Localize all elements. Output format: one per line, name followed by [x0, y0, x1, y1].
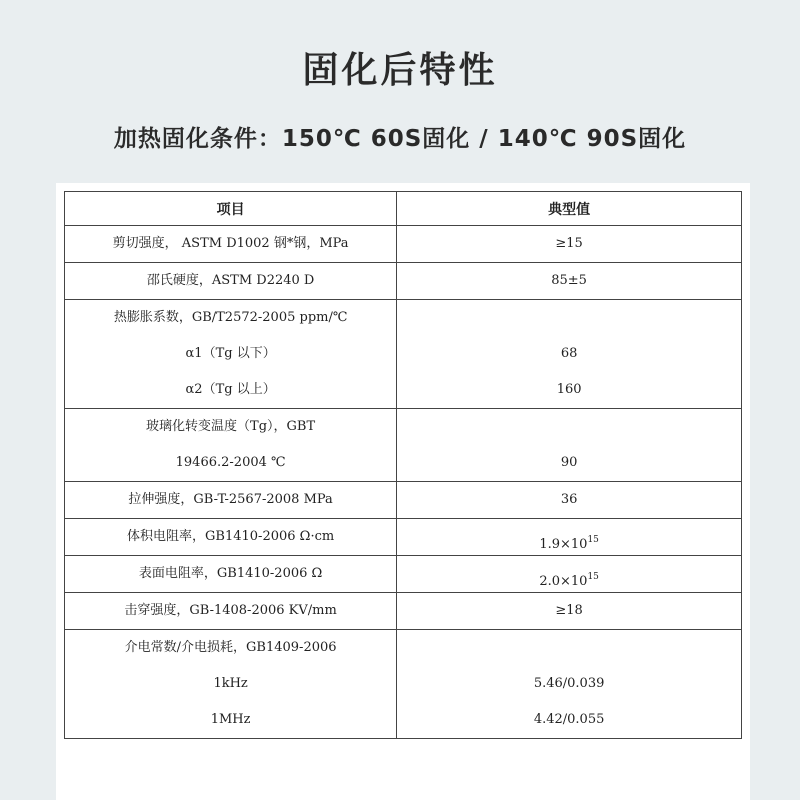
value-exponent: 15	[587, 535, 599, 545]
item-line: α2（Tg 以上）	[185, 382, 276, 397]
page-title: 固化后特性	[302, 50, 498, 91]
value-cell	[397, 482, 742, 519]
value-cell	[397, 409, 742, 482]
value-exponent: 15	[587, 572, 599, 582]
value-line	[397, 519, 741, 555]
item-line: 击穿强度，GB-1408-2006 KV/mm	[124, 603, 337, 618]
item-line: 拉伸强度，GB-T-2567-2008 MPa	[128, 492, 333, 507]
item-line: 1kHz	[213, 676, 248, 691]
item-line: 1MHz	[210, 712, 251, 727]
item-line: 热膨胀系数，GB/T2572-2005 ppm/℃	[113, 310, 348, 325]
value-cell	[397, 630, 742, 739]
spec-sheet	[56, 183, 750, 800]
value-line	[397, 630, 741, 666]
value-cell	[397, 226, 742, 263]
value-line	[397, 300, 741, 336]
value-line: 4.42/0.055	[533, 712, 605, 727]
value-line: 160	[556, 382, 582, 397]
value-cell	[397, 263, 742, 300]
curing-conditions: 加热固化条件：150℃ 60S固化 / 140℃ 90S固化	[113, 126, 687, 152]
item-line: α1（Tg 以下）	[185, 346, 276, 361]
item-cell	[65, 263, 397, 300]
value-line: 5.46/0.039	[533, 676, 605, 691]
column-header-item: 项目	[65, 192, 397, 226]
item-cell	[65, 593, 397, 630]
item-line: 体积电阻率，GB1410-2006 Ω·cm	[127, 529, 335, 544]
table-row	[65, 482, 742, 519]
value-base: 2.0×10	[539, 574, 588, 589]
table-row	[65, 630, 742, 739]
value-cell	[397, 300, 742, 409]
item-cell	[65, 226, 397, 263]
table-row	[65, 593, 742, 630]
item-line: 19466.2-2004 ℃	[175, 455, 286, 470]
item-line: 表面电阻率，GB1410-2006 Ω	[138, 566, 323, 581]
item-cell	[65, 300, 397, 409]
item-cell	[65, 482, 397, 519]
item-line: 邵氏硬度，ASTM D2240 D	[146, 273, 315, 288]
table-row	[65, 519, 742, 556]
value-line: 68	[560, 346, 578, 361]
table-row	[65, 263, 742, 300]
value-line: ≥18	[555, 603, 583, 618]
table-row	[65, 409, 742, 482]
table-row	[65, 300, 742, 409]
item-cell	[65, 519, 397, 556]
value-line: ≥15	[555, 236, 583, 251]
item-line: 玻璃化转变温度（Tg），GBT	[146, 419, 316, 434]
item-line: 介电常数/介电损耗，GB1409-2006	[124, 640, 337, 655]
table-row	[65, 226, 742, 263]
spec-table	[64, 191, 742, 739]
value-line	[397, 556, 741, 592]
item-line: 剪切强度， ASTM D1002 钢*钢，MPa	[112, 236, 349, 251]
value-base: 1.9×10	[539, 537, 588, 552]
value-line: 36	[560, 492, 578, 507]
item-cell	[65, 409, 397, 482]
value-line	[397, 409, 741, 445]
column-header-value: 典型值	[397, 192, 742, 226]
item-cell	[65, 556, 397, 593]
item-cell	[65, 630, 397, 739]
value-cell	[397, 593, 742, 630]
table-header-row	[65, 192, 742, 226]
value-line: 85±5	[551, 273, 587, 288]
table-row	[65, 556, 742, 593]
value-line: 90	[560, 455, 578, 470]
value-cell	[397, 519, 742, 556]
value-cell	[397, 556, 742, 593]
